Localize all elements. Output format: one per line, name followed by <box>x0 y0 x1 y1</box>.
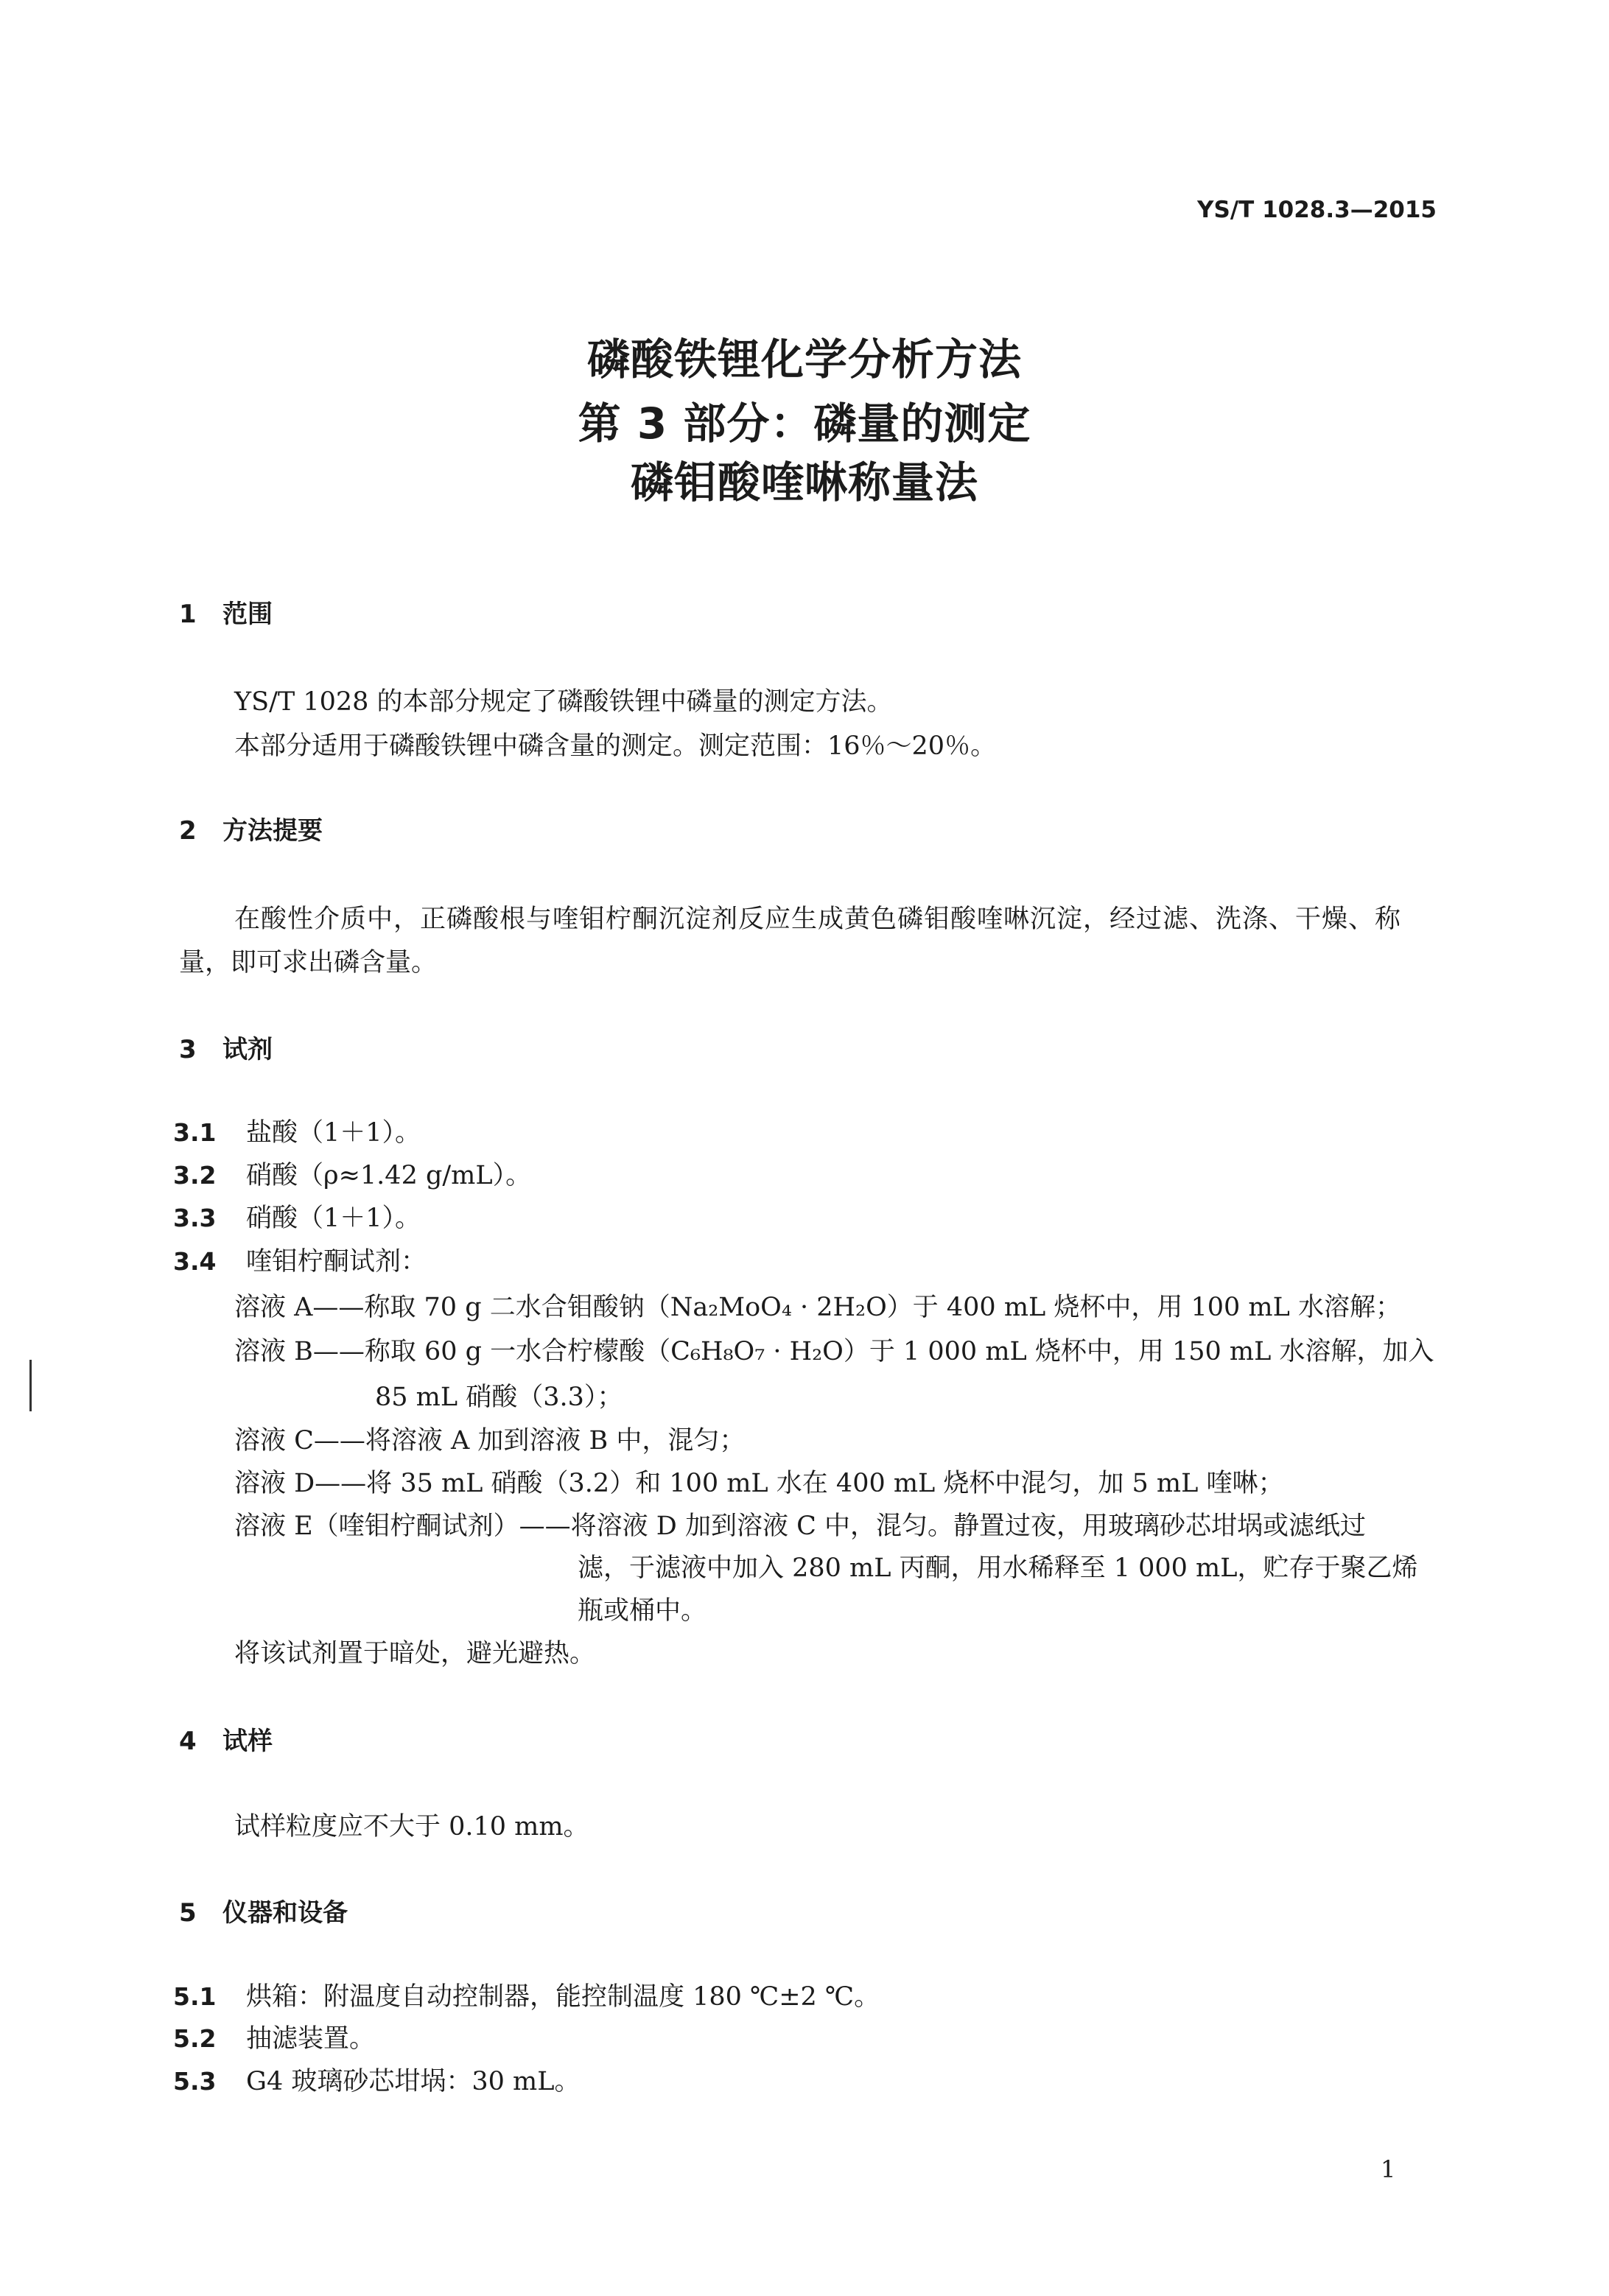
clause-3-3-number: 3.3 <box>173 1204 217 1232</box>
section-2-line-1: 在酸性介质中，正磷酸根与喹钼柠酮沉淀剂反应生成黄色磷钼酸喹啉沉淀，经过滤、洗涤、干燥、称 <box>234 905 1402 934</box>
title-line-1: 磷酸铁锂化学分析方法 <box>586 334 1022 385</box>
clause-3-2-number: 3.2 <box>173 1161 217 1190</box>
title-line-2: 第 3 部分：磷量的测定 <box>578 399 1031 449</box>
solution-c-line: 溶液 C——将溶液 A 加到溶液 B 中，混匀； <box>234 1426 746 1456</box>
solution-e-line-1: 溶液 E（喹钼柠酮试剂）——将溶液 D 加到溶液 C 中，混匀。静置过夜，用玻璃砂芯坩埚或滤纸过 <box>234 1512 1367 1541</box>
clause-5-2-number: 5.2 <box>173 2024 217 2053</box>
section-1-number: 1 <box>179 600 197 629</box>
solution-a-line: 溶液 A——称取 70 g 二水合钼酸钠（Na₂MoO₄ · 2H₂O）于 400 mL 烧杯中，用 100 mL 水溶解； <box>234 1293 1401 1322</box>
reagent-storage-note: 将该试剂置于暗处，避光避热。 <box>234 1639 596 1668</box>
section-5-number: 5 <box>179 1898 197 1928</box>
clause-5-2-text: 抽滤装置。 <box>246 2024 376 2054</box>
clause-5-3-text: G4 玻璃砂芯坩埚：30 mL。 <box>246 2067 581 2096</box>
section-1-title: 范围 <box>222 600 273 629</box>
section-1-line-2: 本部分适用于磷酸铁锂中磷含量的测定。测定范围：16％～20％。 <box>234 731 997 761</box>
section-5-title: 仪器和设备 <box>222 1898 348 1928</box>
solution-e-line-3: 瓶或桶中。 <box>578 1596 707 1626</box>
clause-3-1-text: 盐酸（1＋1）。 <box>246 1118 421 1148</box>
solution-b-line-2: 85 mL 硝酸（3.3）； <box>375 1383 623 1412</box>
section-3-number: 3 <box>179 1035 197 1064</box>
solution-e-line-2: 滤，于滤液中加入 280 mL 丙酮，用水稀释至 1 000 mL，贮存于聚乙烯 <box>578 1554 1418 1583</box>
clause-3-2-text: 硝酸（ρ≈1.42 g/mL）。 <box>246 1161 532 1190</box>
solution-d-line: 溶液 D——将 35 mL 硝酸（3.2）和 100 mL 水在 400 mL 烧杯中混匀，加 5 mL 喹啉； <box>234 1469 1284 1498</box>
clause-5-3-number: 5.3 <box>173 2067 217 2096</box>
section-2-number: 2 <box>179 816 197 846</box>
solution-b-line-1: 溶液 B——称取 60 g 一水合柠檬酸（C₆H₈O₇ · H₂O）于 1 000 mL 烧杯中，用 150 mL 水溶解，加入 <box>234 1337 1434 1366</box>
clause-5-1-number: 5.1 <box>173 1982 217 2011</box>
clause-3-1-number: 3.1 <box>173 1118 217 1147</box>
section-1-line-1: YS/T 1028 的本部分规定了磷酸铁锂中磷量的测定方法。 <box>234 687 893 717</box>
page-number: 1 <box>1381 2155 1396 2183</box>
clause-5-1-text: 烘箱：附温度自动控制器，能控制温度 180 ℃±2 ℃。 <box>246 1982 880 2012</box>
clause-3-4-number: 3.4 <box>173 1247 217 1276</box>
section-2-title: 方法提要 <box>222 816 323 846</box>
title-line-3: 磷钼酸喹啉称量法 <box>630 457 978 508</box>
section-4-title: 试样 <box>222 1727 273 1756</box>
section-3-title: 试剂 <box>222 1035 273 1064</box>
section-4-text: 试样粒度应不大于 0.10 mm。 <box>234 1812 589 1842</box>
section-2-line-2: 量，即可求出磷含量。 <box>179 948 438 977</box>
margin-change-bar <box>29 1360 32 1411</box>
clause-3-4-text: 喹钼柠酮试剂： <box>246 1247 427 1277</box>
clause-3-3-text: 硝酸（1＋1）。 <box>246 1204 421 1233</box>
section-4-number: 4 <box>179 1727 197 1756</box>
standard-code: YS/T 1028.3—2015 <box>1197 197 1437 223</box>
